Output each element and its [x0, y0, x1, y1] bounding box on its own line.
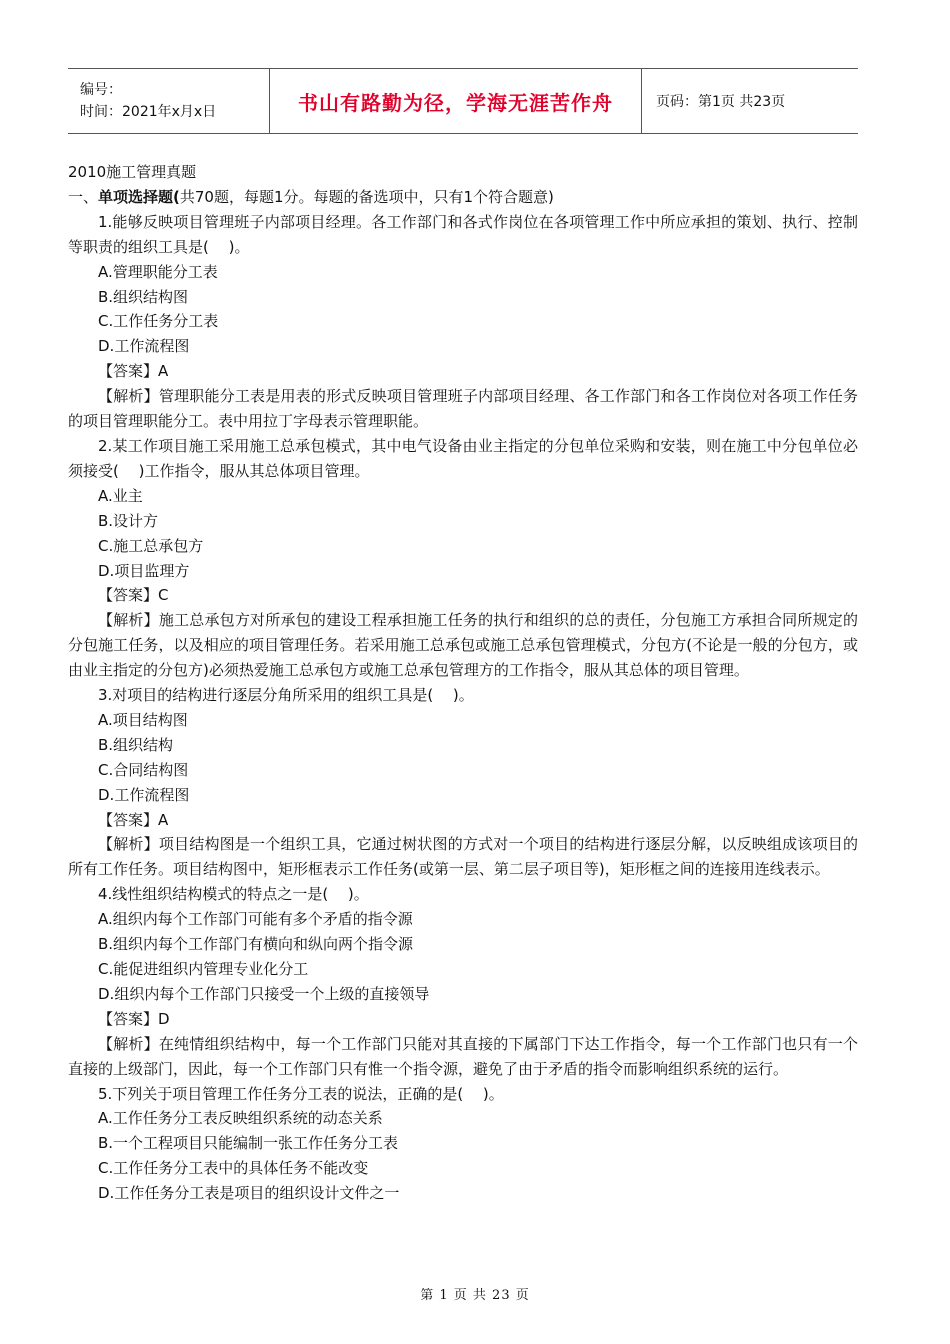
- answer-line: 【答案】A: [98, 810, 169, 829]
- option-b: B.设计方: [98, 511, 159, 530]
- document-time: 时间：2021年x月x日: [80, 104, 217, 120]
- document-body: [68, 160, 858, 1206]
- answer-value: A: [158, 810, 169, 829]
- option-d: D.项目监理方: [98, 561, 190, 580]
- page-footer: 第 1 页 共 23 页: [420, 1288, 530, 1303]
- analysis-paragraph: 【解析】管理职能分工表是用表的形式反映项目管理班子内部项目经理、各工作部门和各工作岗位对各项工作任务的项目管理职能分工。表中用拉丁字母表示管理职能。: [68, 387, 858, 431]
- motto-text: 书山有路勤为径，学海无涯苦作舟: [298, 90, 613, 115]
- answer-value: C: [158, 586, 169, 605]
- option-a: A.管理职能分工表: [98, 262, 218, 281]
- answer-line: 【答案】D: [98, 1009, 170, 1028]
- option-a: A.组织内每个工作部门可能有多个矛盾的指令源: [98, 910, 413, 929]
- option-b: B.组织内每个工作部门有横向和纵向两个指令源: [98, 935, 414, 954]
- page-header: [68, 68, 858, 134]
- option-d: D.组织内每个工作部门只接受一个上级的直接领导: [98, 984, 430, 1003]
- option-a: A.项目结构图: [98, 710, 188, 729]
- document-title: 2010施工管理真题: [68, 163, 197, 181]
- analysis-paragraph: 【解析】项目结构图是一个组织工具，它通过树状图的方式对一个项目的结构进行逐层分解，以反映组成该项目的所有工作任务。项目结构图中，矩形框表示工作任务(或第一层、第二层子项目等)，矩形框之间的连接用连线表示。: [68, 835, 858, 879]
- document-number-label: 编号：: [80, 82, 122, 98]
- question-stem: 5.下列关于项目管理工作任务分工表的说法，正确的是( )。: [98, 1084, 504, 1103]
- option-c: C.施工总承包方: [98, 536, 204, 555]
- section-heading: 一、单项选择题(共70题，每题1分。每题的备选项中，只有1个符合题意): [68, 187, 554, 206]
- question-stem: 1.能够反映项目管理班子内部项目经理。各工作部门和各式作岗位在各项管理工作中所应承担的策划、执行、控制等职责的组织工具是( )。: [68, 212, 858, 256]
- header-page-number: 页码：第1页 共23页: [656, 94, 786, 110]
- question-stem: 4.线性组织结构模式的特点之一是( )。: [98, 885, 369, 904]
- option-c: C.能促进组织内管理专业化分工: [98, 960, 309, 978]
- option-c: C.工作任务分工表中的具体任务不能改变: [98, 1159, 369, 1178]
- answer-line: 【答案】C: [98, 586, 169, 605]
- option-b: B.一个工程项目只能编制一张工作任务分工表: [98, 1134, 399, 1153]
- header-meta: [68, 69, 270, 133]
- option-b: B.组织结构图: [98, 287, 189, 306]
- analysis-paragraph: 【解析】施工总承包方对所承包的建设工程承担施工任务的执行和组织的总的责任，分包施工方承担合同所规定的分包施工任务，以及相应的项目管理任务。若采用施工总承包或施工总承包管理模式，分包方(不论是一般的分包方，或由业主指定的分包方)必须热爱施工总承包方或施工总承包管理方的工作指令，服从其总体的项目管理。: [68, 611, 858, 680]
- option-c: C.工作任务分工表: [98, 312, 219, 331]
- header-motto: [270, 69, 642, 133]
- question-stem: 3.对项目的结构进行逐层分角所采用的组织工具是( )。: [98, 686, 474, 705]
- option-a: A.业主: [98, 486, 143, 505]
- option-d: D.工作任务分工表是项目的组织设计文件之一: [98, 1184, 400, 1203]
- option-a: A.工作任务分工表反映组织系统的动态关系: [98, 1109, 383, 1128]
- option-d: D.工作流程图: [98, 785, 190, 804]
- option-c: C.合同结构图: [98, 760, 189, 779]
- question-stem: 2.某工作项目施工采用施工总承包模式，其中电气设备由业主指定的分包单位采购和安装，则在施工中分包单位必须接受( )工作指令，服从其总体项目管理。: [68, 436, 858, 480]
- section-heading-bold: 单项选择题(: [98, 187, 180, 206]
- answer-line: 【答案】A: [98, 362, 169, 381]
- option-d: D.工作流程图: [98, 337, 190, 356]
- option-b: B.组织结构: [98, 735, 174, 754]
- analysis-paragraph: 【解析】在纯情组织结构中，每一个工作部门只能对其直接的下属部门下达工作指令，每一个工作部门也只有一个直接的上级部门，因此，每一个工作部门只有惟一个指令源，避免了由于矛盾的指令而影响组织系统的运行。: [68, 1034, 858, 1078]
- answer-value: D: [158, 1009, 170, 1028]
- answer-value: A: [158, 362, 169, 381]
